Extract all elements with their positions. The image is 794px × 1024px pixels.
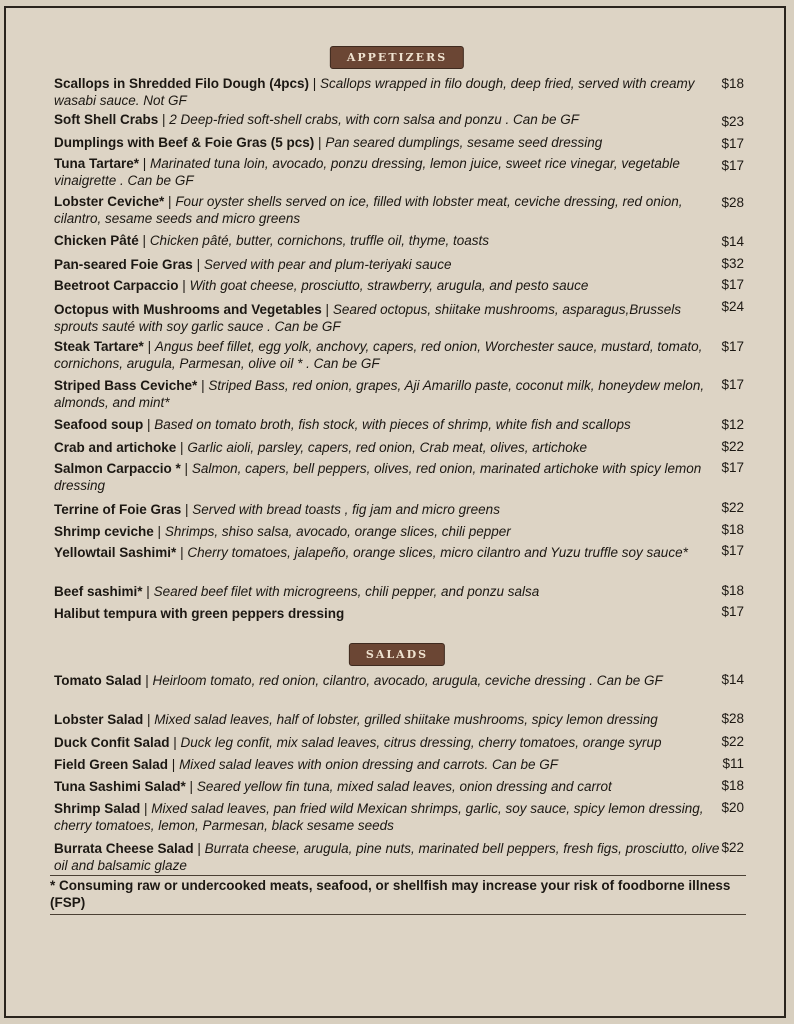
menu-item: Beetroot Carpaccio | With goat cheese, prosciutto, strawberry, arugula, and pesto sauce bbox=[54, 278, 589, 293]
menu-item: Terrine of Foie Gras | Served with bread toasts , fig jam and micro greens bbox=[54, 502, 500, 517]
item-price: $17 bbox=[721, 460, 744, 475]
item-price: $18 bbox=[721, 583, 744, 598]
item-price: $11 bbox=[722, 756, 744, 771]
menu-item: Striped Bass Ceviche* | Striped Bass, red onion, grapes, Aji Amarillo paste, coconut milk, honeydew melon, almonds, and mint* bbox=[54, 378, 705, 410]
menu-item: Yellowtail Sashimi* | Cherry tomatoes, jalapeño, orange slices, micro cilantro and Yuzu truffle soy sauce* bbox=[54, 545, 688, 560]
menu-item: Tuna Sashimi Salad* | Seared yellow fin tuna, mixed salad leaves, onion dressing and carrot bbox=[54, 779, 612, 794]
item-price: $22 bbox=[721, 734, 744, 749]
menu-item: Pan-seared Foie Gras | Served with pear and plum-teriyaki sauce bbox=[54, 257, 452, 272]
item-price: $18 bbox=[721, 522, 744, 537]
menu-item: Shrimp ceviche | Shrimps, shiso salsa, avocado, orange slices, chili pepper bbox=[54, 524, 511, 539]
item-price: $17 bbox=[721, 339, 744, 354]
menu-item: Burrata Cheese Salad | Burrata cheese, arugula, pine nuts, marinated bell peppers, fresh figs, prosciutto, olive oil and balsamic glaze bbox=[54, 841, 720, 873]
divider bbox=[50, 914, 746, 915]
menu-item: Salmon Carpaccio * | Salmon, capers, bell peppers, olives, red onion, marinated artichoke with spicy lemon dressing bbox=[54, 461, 702, 493]
menu-item: Tuna Tartare* | Marinated tuna loin, avocado, ponzu dressing, lemon juice, sweet rice vinegar, vegetable vinaigrette . Can be GF bbox=[54, 156, 680, 188]
item-price: $32 bbox=[721, 256, 744, 271]
item-price: $12 bbox=[721, 417, 744, 432]
item-price: $17 bbox=[721, 543, 744, 558]
item-price: $17 bbox=[721, 604, 744, 619]
food-safety-disclaimer: * Consuming raw or undercooked meats, seafood, or shellfish may increase your risk of foodborne illness (FSP) bbox=[50, 878, 731, 910]
menu-item: Shrimp Salad | Mixed salad leaves, pan fried wild Mexican shrimps, garlic, soy sauce, spicy lemon dressing, cherry tomatoes, lemon, Parmesan, black sesame seeds bbox=[54, 801, 704, 833]
item-price: $17 bbox=[721, 136, 744, 151]
menu-item: Halibut tempura with green peppers dressing bbox=[54, 606, 345, 621]
item-price: $17 bbox=[721, 158, 744, 173]
menu-item: Dumplings with Beef & Foie Gras (5 pcs) | Pan seared dumplings, sesame seed dressing bbox=[54, 135, 603, 150]
menu-item: Seafood soup | Based on tomato broth, fish stock, with pieces of shrimp, white fish and scallops bbox=[54, 417, 631, 432]
item-price: $20 bbox=[721, 800, 744, 815]
menu-item: Tomato Salad | Heirloom tomato, red onion, cilantro, avocado, arugula, ceviche dressing . Can be GF bbox=[54, 673, 663, 688]
item-price: $17 bbox=[721, 277, 744, 292]
menu-item: Beef sashimi* | Seared beef filet with microgreens, chili pepper, and ponzu salsa bbox=[54, 584, 540, 599]
menu-item: Lobster Ceviche* | Four oyster shells served on ice, filled with lobster meat, ceviche dressing, red onion, cilantro, sesame seeds and micro greens bbox=[54, 194, 683, 226]
menu-item: Field Green Salad | Mixed salad leaves with onion dressing and carrots. Can be GF bbox=[54, 757, 559, 772]
item-price: $24 bbox=[721, 299, 744, 314]
item-price: $23 bbox=[721, 114, 744, 129]
item-price: $14 bbox=[721, 672, 744, 687]
salads-section-title: SALADS bbox=[349, 643, 445, 666]
item-price: $18 bbox=[721, 76, 744, 91]
item-price: $17 bbox=[721, 377, 744, 392]
menu-item: Steak Tartare* | Angus beef fillet, egg yolk, anchovy, capers, red onion, Worchester sauce, mustard, tomato, cornichons, arugula, Parmesan, olive oil * . Can be GF bbox=[54, 339, 703, 371]
menu-item: Duck Confit Salad | Duck leg confit, mix salad leaves, citrus dressing, cherry tomatoes, orange syrup bbox=[54, 735, 662, 750]
divider bbox=[50, 875, 746, 876]
menu-item: Octopus with Mushrooms and Vegetables | Seared octopus, shiitake mushrooms, asparagus,Brussels sprouts sauté with soy garlic sauce . Can be GF bbox=[54, 302, 681, 334]
appetizers-section-title: APPETIZERS bbox=[330, 46, 464, 69]
menu-item: Soft Shell Crabs | 2 Deep-fried soft-shell crabs, with corn salsa and ponzu . Can be GF bbox=[54, 112, 579, 127]
menu-item: Crab and artichoke | Garlic aioli, parsley, capers, red onion, Crab meat, olives, artichoke bbox=[54, 440, 587, 455]
menu-item: Chicken Pâté | Chicken pâté, butter, cornichons, truffle oil, thyme, toasts bbox=[54, 233, 489, 248]
item-price: $22 bbox=[721, 500, 744, 515]
menu-item: Scallops in Shredded Filo Dough (4pcs) | Scallops wrapped in filo dough, deep fried, served with creamy wasabi sauce. Not GF bbox=[54, 76, 695, 108]
item-price: $28 bbox=[721, 711, 744, 726]
item-price: $14 bbox=[721, 234, 744, 249]
item-price: $18 bbox=[721, 778, 744, 793]
menu-item: Lobster Salad | Mixed salad leaves, half of lobster, grilled shiitake mushrooms, spicy lemon dressing bbox=[54, 712, 658, 727]
item-price: $22 bbox=[721, 840, 744, 855]
item-price: $28 bbox=[721, 195, 744, 210]
item-price: $22 bbox=[721, 439, 744, 454]
